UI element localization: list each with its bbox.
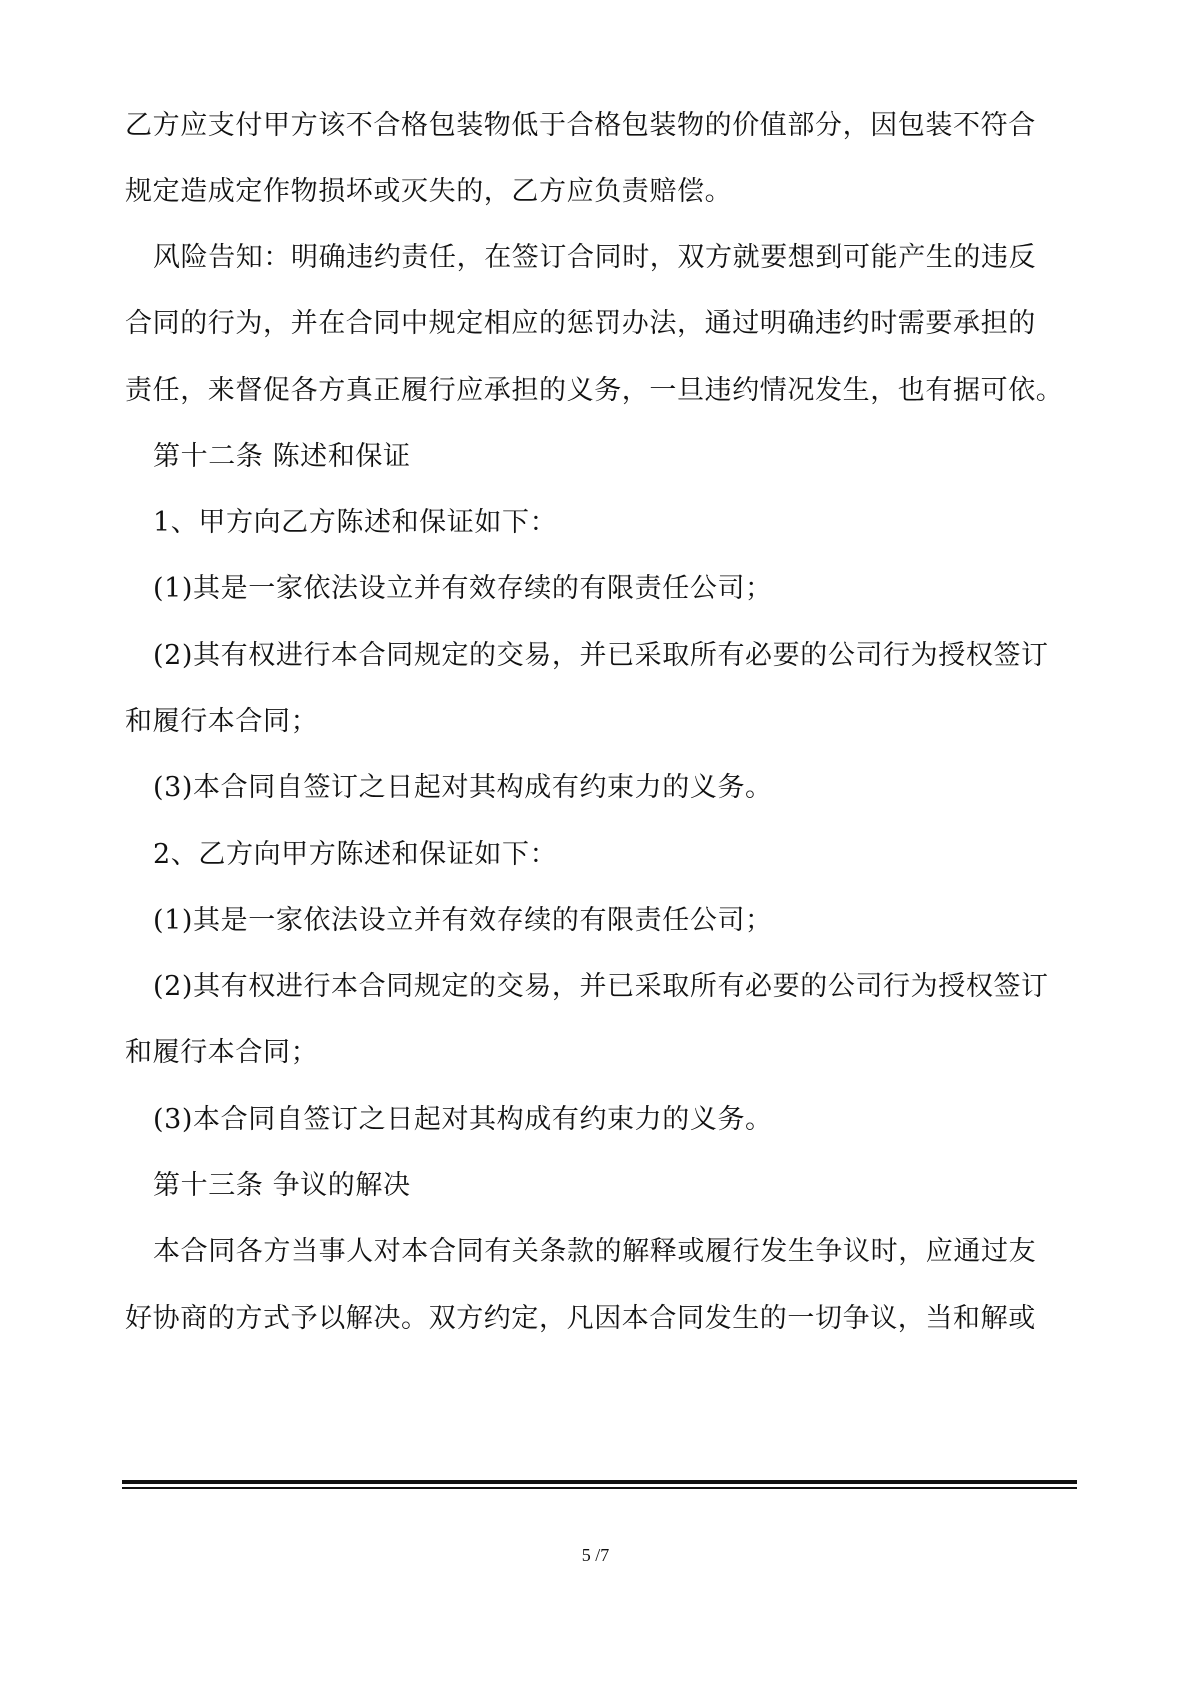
footer-rule-thick (122, 1480, 1077, 1484)
body-line: 本合同各方当事人对本合同有关条款的解释或履行发生争议时，应通过友 (153, 1236, 1037, 1267)
body-line: (3)本合同自签订之日起对其构成有约束力的义务。 (153, 1104, 773, 1135)
body-line: 合同的行为，并在合同中规定相应的惩罚办法，通过明确违约时需要承担的 (125, 308, 1036, 339)
body-line: 1、甲方向乙方陈述和保证如下： (153, 507, 558, 538)
body-line: 乙方应支付甲方该不合格包装物低于合格包装物的价值部分，因包装不符合 (125, 110, 1036, 141)
body-line: 责任，来督促各方真正履行应承担的义务，一旦违约情况发生，也有据可依。 (125, 375, 1064, 406)
body-line: (1)其是一家依法设立并有效存续的有限责任公司； (153, 905, 773, 936)
body-line: (2)其有权进行本合同规定的交易，并已采取所有必要的公司行为授权签订 (153, 971, 1049, 1002)
body-line: (1)其是一家依法设立并有效存续的有限责任公司； (153, 573, 773, 604)
body-line: (3)本合同自签订之日起对其构成有约束力的义务。 (153, 772, 773, 803)
section-heading: 第十二条 陈述和保证 (153, 441, 411, 472)
body-line: (2)其有权进行本合同规定的交易，并已采取所有必要的公司行为授权签订 (153, 640, 1049, 671)
body-line: 风险告知：明确违约责任，在签订合同时，双方就要想到可能产生的违反 (153, 242, 1037, 273)
page-number: 5 /7 (581, 1545, 610, 1565)
section-heading: 第十三条 争议的解决 (153, 1170, 411, 1201)
body-line: 和履行本合同； (125, 706, 319, 737)
body-line: 和履行本合同； (125, 1037, 319, 1068)
body-line: 2、乙方向甲方陈述和保证如下： (153, 839, 558, 870)
body-line: 好协商的方式予以解决。双方约定，凡因本合同发生的一切争议，当和解或 (125, 1303, 1036, 1334)
body-line: 规定造成定作物损坏或灭失的，乙方应负责赔偿。 (125, 176, 733, 207)
footer-rule-thin (122, 1487, 1077, 1489)
